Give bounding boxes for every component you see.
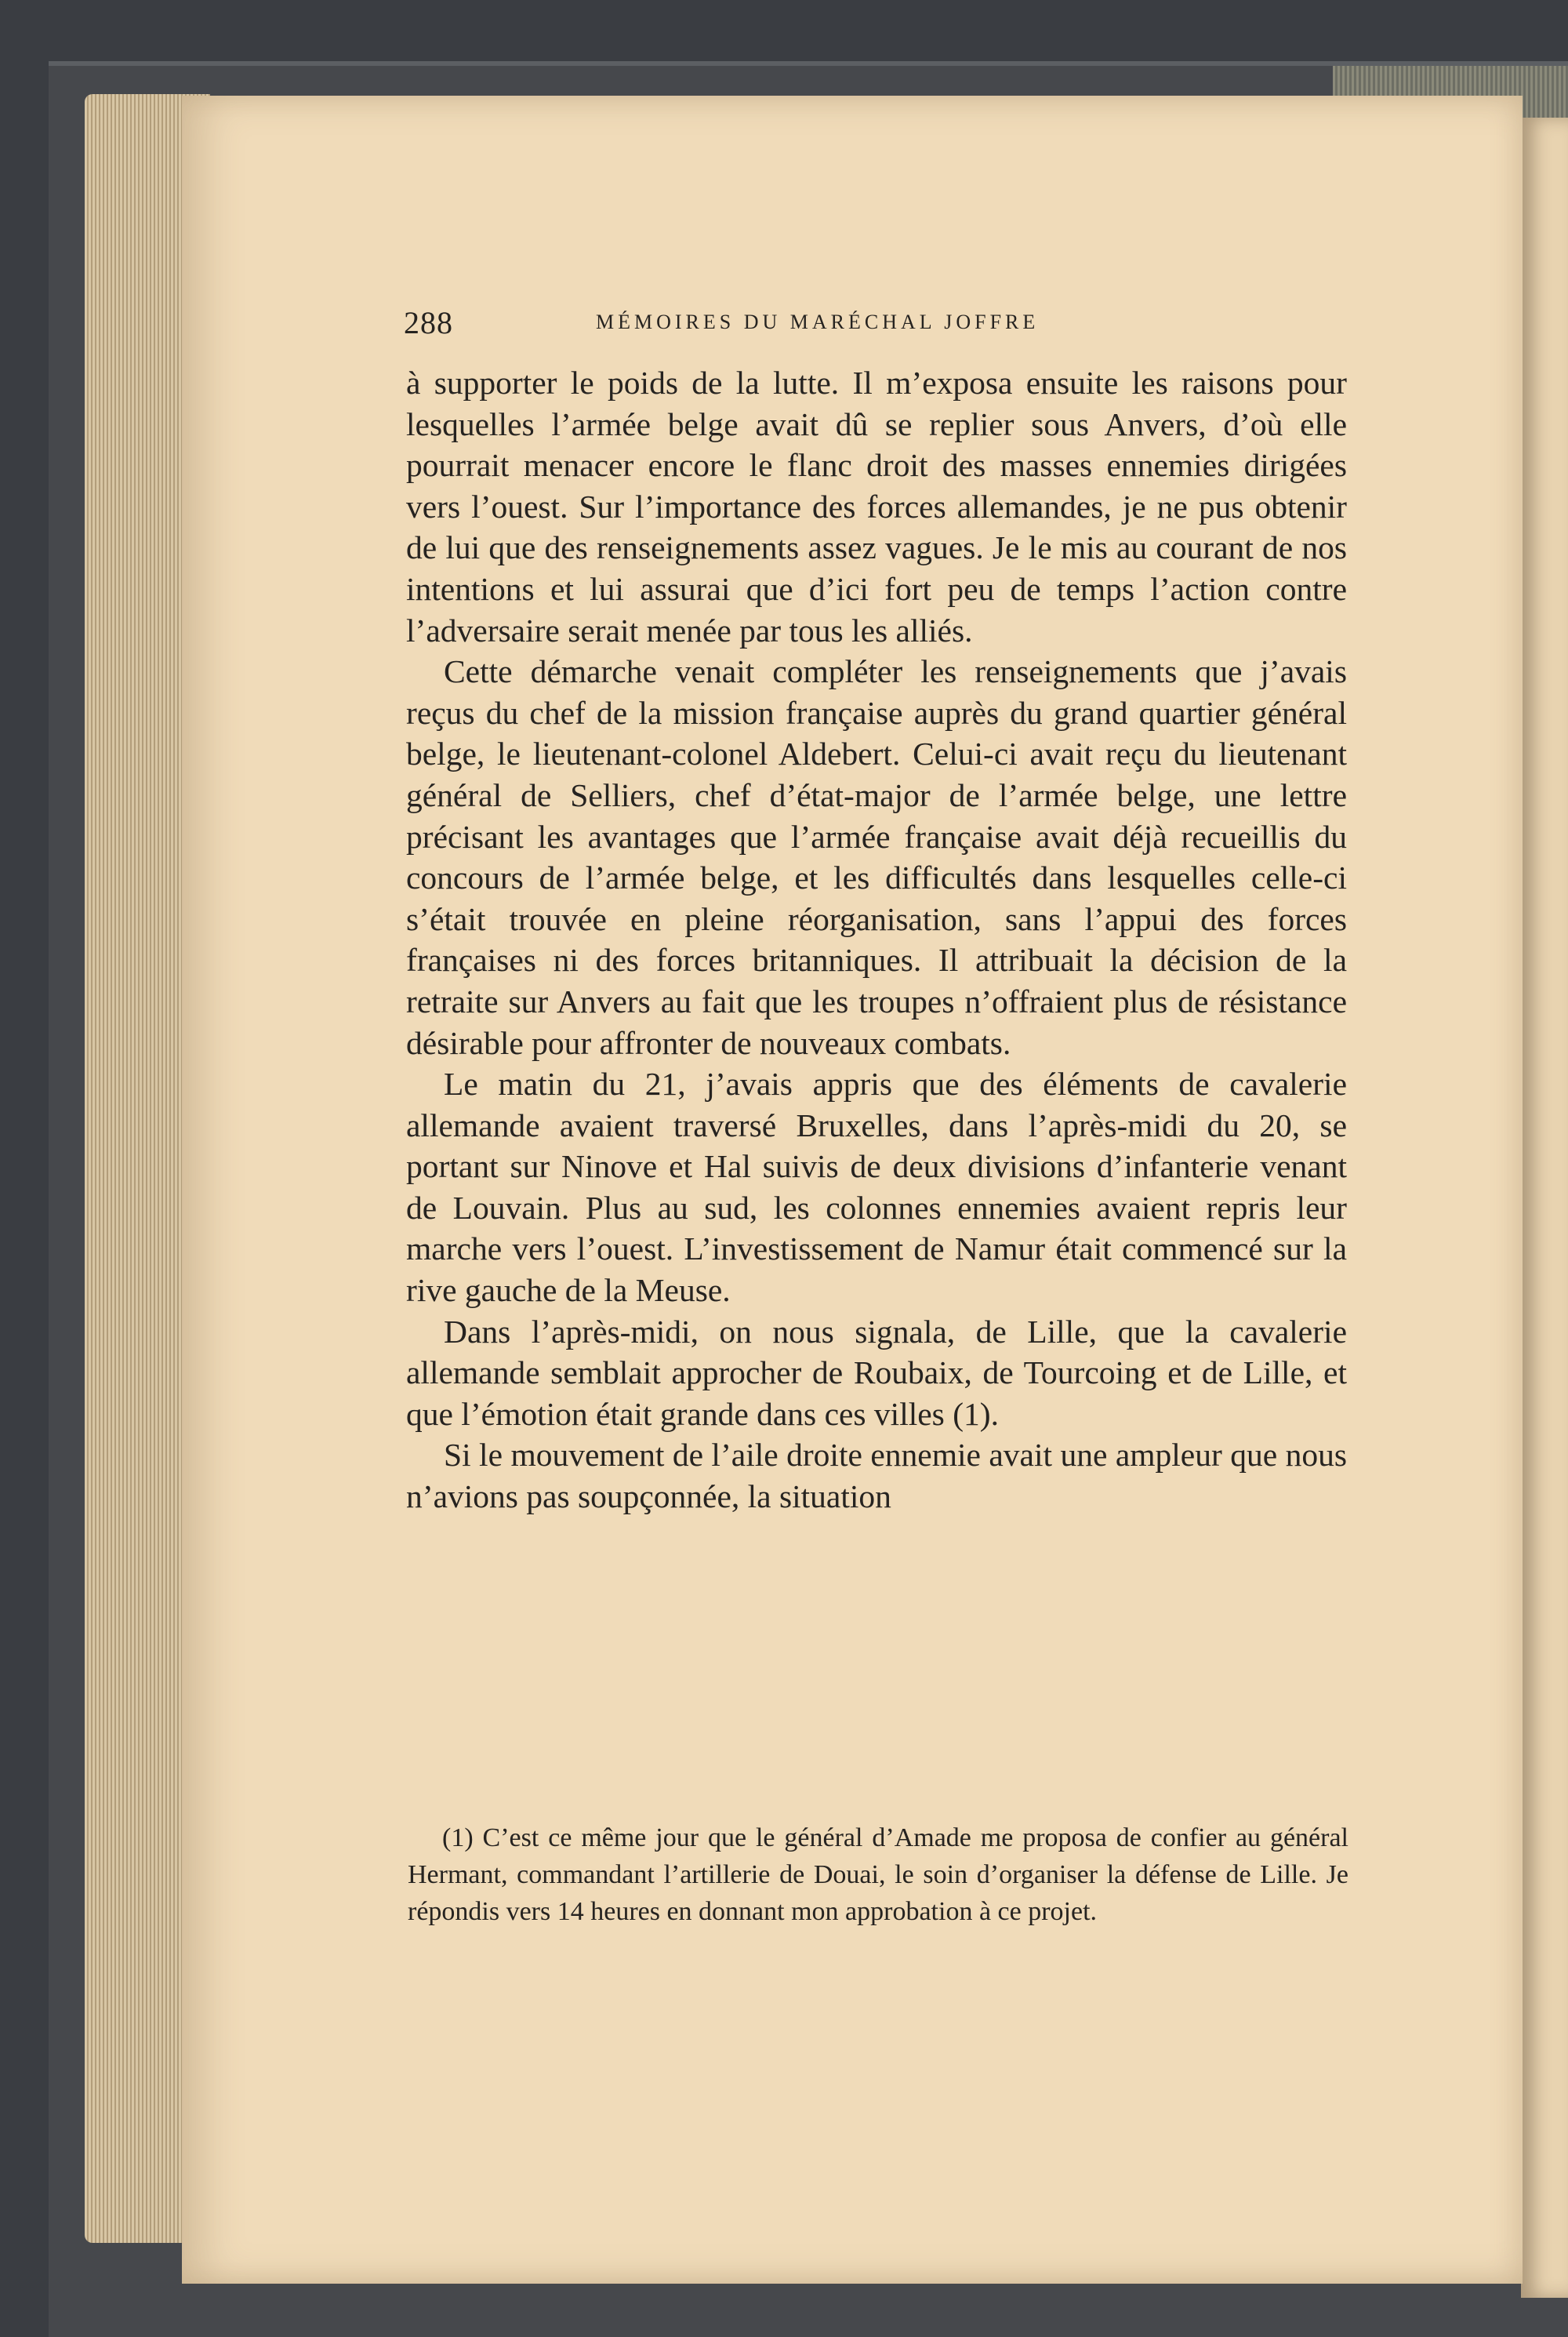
paragraph: Si le mouvement de l’aile droite ennemie avait une ampleur que nous n’avions pas soupçonnée, la situation <box>406 1437 1347 1515</box>
paragraph: Le matin du 21, j’avais appris que des éléments de cavalerie allemande avaient traversé Bruxelles, dans l’après-midi du 20, se portant sur Ninove et Hal suivis de deux divisions d’infanterie venant de Louvain. Plus au sud, les colonnes ennemies avaient repris leur marche vers l’ouest. L’investissement de Namur était commencé sur la rive gauche de la Meuse. <box>406 1066 1347 1309</box>
next-page-edge <box>1521 118 1568 2298</box>
running-title: MÉMOIRES DU MARÉCHAL JOFFRE <box>596 311 1040 333</box>
paragraph: à supporter le poids de la lutte. Il m’exposa ensuite les raisons pour lesquelles l’armée belge avait dû se replier sous Anvers, d’où elle pourrait menacer encore le flanc droit des masses ennemies dirigées vers l’ouest. Sur l’importance des forces allemandes, je ne pus obtenir de lui que des renseignements assez vagues. Je le mis au courant de nos intentions et lui assurai que d’ici fort peu de temps l’action contre l’adversaire serait menée par tous les alliés. <box>406 365 1347 649</box>
paragraph: Dans l’après-midi, on nous signala, de Lille, que la cavalerie allemande semblait approcher de Roubaix, de Tourcoing et de Lille, et que l’émotion était grande dans ces villes (1). <box>406 1313 1347 1432</box>
page-number: 288 <box>404 305 453 340</box>
footnote: (1) C’est ce même jour que le général d’Amade me proposa de confier au général Hermant, commandant l’artillerie de Douai, le soin d’organiser la défense de Lille. Je répondis vers 14 heures en donnant mon approbation à ce projet. <box>408 1823 1348 1926</box>
paragraph: Cette démarche venait compléter les renseignements que j’avais reçus du chef de la mission française auprès du grand quartier général belge, le lieutenant-colonel Aldebert. Celui-ci avait reçu du lieutenant général de Selliers, chef d’état-major de l’armée belge, une lettre précisant les avantages que l’armée française avait déjà recueillis du concours de l’armée belge, et les difficultés dans lesquelles celle-ci s’était trouvée en pleine réorganisation, sans l’appui des forces françaises ni des forces britanniques. Il attribuait la décision de la retraite sur Anvers au fait que les troupes n’offraient plus de résistance désirable pour affronter de nouveaux combats. <box>406 653 1347 1061</box>
body-text <box>406 362 1347 1517</box>
page-header <box>404 304 1141 343</box>
